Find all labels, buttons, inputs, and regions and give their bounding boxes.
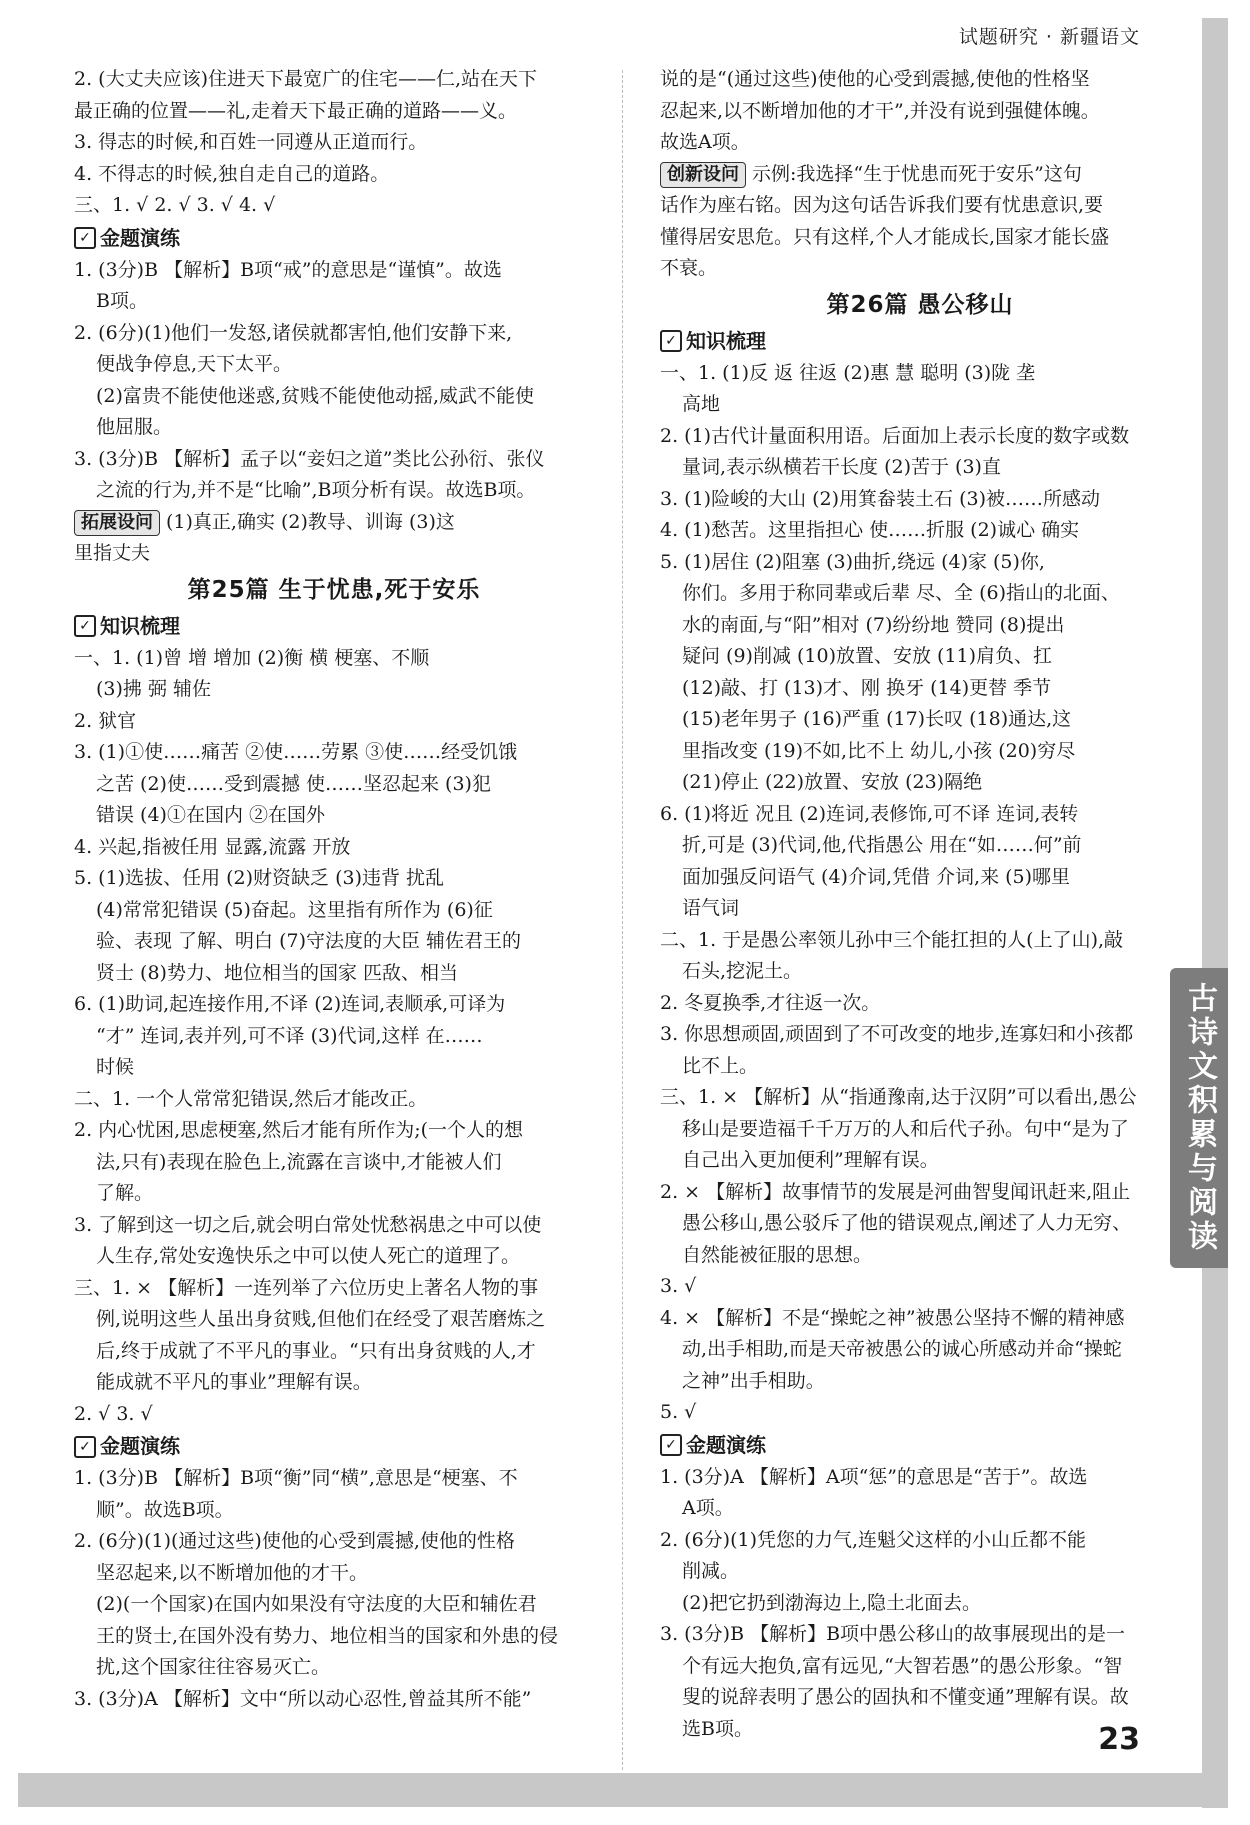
text-line: 2. × 【解析】故事情节的发展是河曲智叟闻讯赶来,阻止 [660, 1180, 1131, 1203]
text-line: 你们。多用于称同辈或后辈 尽、全 (6)指山的北面、 [682, 582, 1120, 604]
text-line: 愚公移山,愚公驳斥了他的错误观点,阐述了人力无穷、 [682, 1212, 1132, 1234]
text-line: 3. (3分)B 【解析】孟子以“妾妇之道”类比公孙衍、张仪 [74, 447, 545, 470]
column-divider [622, 70, 623, 1770]
text-line: 水的南面,与“阳”相对 (7)纷纷地 赞同 (8)提出 [682, 613, 1065, 636]
text-line: (12)敲、打 (13)才、刚 换牙 (14)更替 季节 [682, 676, 1052, 699]
text-line: 石头,挖泥土。 [682, 960, 803, 982]
text-line: 2. 冬夏换季,才往返一次。 [660, 991, 881, 1014]
text-line: 验、表现 了解、明白 (7)守法度的大臣 辅佐君王的 [96, 930, 522, 952]
text-line: 二、1. 一个人常常犯错误,然后才能改正。 [74, 1087, 428, 1110]
section-heading-label: 知识梳理 [686, 328, 766, 353]
text-line: 法,只有)表现在脸色上,流露在言谈中,才能被人们 [96, 1150, 502, 1173]
text-line: 最正确的位置——礼,走着天下最正确的道路——义。 [74, 99, 518, 122]
text-line: 3. (3分)B 【解析】B项中愚公移山的故事展现出的是一 [660, 1623, 1126, 1645]
page-edge-right [1202, 18, 1228, 1808]
page-edge-bottom [18, 1773, 1228, 1807]
text-line: 叟的说辞表明了愚公的固执和不懂变通”理解有误。故 [682, 1686, 1129, 1708]
section-heading [660, 1429, 1180, 1462]
text-line: 4. × 【解析】不是“操蛇之神”被愚公坚持不懈的精神感 [660, 1306, 1125, 1329]
text-line: 例,说明这些人虽出身贫贱,但他们在经受了艰苦磨炼之 [96, 1308, 546, 1330]
text-line: 量词,表示纵横若干长度 (2)苦于 (3)直 [682, 456, 1001, 478]
tagged-line-text: 示例:我选择“生于忧患而死于安乐”这句 [752, 162, 1082, 185]
text-line: A项。 [682, 1497, 734, 1519]
text-line: 二、1. 于是愚公率领儿孙中三个能扛担的人(上了山),敲 [660, 928, 1124, 951]
text-line: 之神”出手相助。 [682, 1369, 825, 1392]
text-line: 顺”。故选B项。 [96, 1498, 234, 1521]
check-icon: ✓ [74, 1436, 96, 1458]
text-line: 一、1. (1)曾 增 增加 (2)衡 横 梗塞、不顺 [74, 646, 430, 669]
text-line: (2)把它扔到渤海边上,隐土北面去。 [682, 1591, 981, 1614]
text-line: 6. (1)将近 况且 (2)连词,表修饰,可不译 连词,表转 [660, 802, 1079, 825]
section-heading [74, 1430, 594, 1463]
text-line: 2. (6分)(1)(通过这些)使他的心受到震撼,使他的性格 [74, 1530, 515, 1552]
section-heading-label: 金题演练 [100, 225, 180, 250]
text-line: 自己出入更加便利”理解有误。 [682, 1149, 939, 1171]
text-line: (2)富贵不能使他迷惑,贫贱不能使他动摇,威武不能使 [96, 384, 534, 407]
tagged-line [660, 159, 1180, 191]
chapter-title: 第25篇 生于忧患,死于安乐 [187, 576, 481, 603]
text-line: 3. 得志的时候,和百姓一同遵从正道而行。 [74, 131, 428, 153]
check-icon: ✓ [660, 1434, 682, 1456]
text-line: 忍起来,以不断增加他的才干”,并没有说到强健体魄。 [660, 99, 1100, 122]
text-line: 坚忍起来,以不断增加他的才干。 [96, 1561, 369, 1584]
text-line: 1. (3分)A 【解析】A项“惩”的意思是“苦于”。故选 [660, 1465, 1088, 1488]
tagged-line [74, 507, 594, 539]
text-line: 2. (6分)(1)凭您的力气,连魁父这样的小山丘都不能 [660, 1528, 1087, 1551]
text-line: 2. √ 3. √ [74, 1402, 153, 1425]
text-line: 错误 (4)①在国内 ②在国外 [96, 804, 325, 826]
text-line: 扰,这个国家往往容易灭亡。 [96, 1656, 331, 1678]
text-line: 懂得居安思危。只有这样,个人才能成长,国家才能长盛 [660, 225, 1110, 248]
text-line: 能成就不平凡的事业”理解有误。 [96, 1371, 372, 1393]
section-heading [74, 610, 594, 643]
chapter-title: 第26篇 愚公移山 [826, 291, 1014, 318]
text-line: 高地 [682, 393, 721, 415]
text-line: (2)(一个国家)在国内如果没有守法度的大臣和辅佐君 [96, 1593, 537, 1615]
text-line: B项。 [96, 290, 148, 312]
text-line: 里指改变 (19)不如,比不上 幼儿,小孩 (20)穷尽 [682, 739, 1076, 762]
check-icon: ✓ [74, 227, 96, 249]
text-line: 面加强反问语气 (4)介词,凭借 介词,来 (5)哪里 [682, 865, 1071, 888]
section-heading-label: 金题演练 [686, 1432, 766, 1457]
text-line: 5. (1)居住 (2)阻塞 (3)曲折,绕远 (4)家 (5)你, [660, 550, 1045, 573]
text-line: 折,可是 (3)代词,他,代指愚公 用在“如……何”前 [682, 834, 1082, 856]
text-line: 6. (1)助词,起连接作用,不译 (2)连词,表顺承,可译为 [74, 993, 506, 1015]
check-icon: ✓ [74, 615, 96, 637]
text-line: 3. (1)险峻的大山 (2)用箕畚装土石 (3)被……所感动 [660, 487, 1100, 510]
section-heading [660, 325, 1180, 358]
text-line: 动,出手相助,而是天帝被愚公的诚心所感动并命“操蛇 [682, 1338, 1122, 1360]
text-line: 5. (1)选拔、任用 (2)财资缺乏 (3)违背 扰乱 [74, 867, 445, 889]
text-line: 贤士 (8)势力、地位相当的国家 匹敌、相当 [96, 961, 458, 984]
text-line: 他屈服。 [96, 416, 173, 438]
text-line: 便战争停息,天下太平。 [96, 353, 293, 375]
text-line: 2. 狱官 [74, 709, 137, 732]
text-line: 疑问 (9)削减 (10)放置、安放 (11)肩负、扛 [682, 645, 1053, 667]
text-line: 4. 不得志的时候,独自走自己的道路。 [74, 162, 390, 185]
text-line: 3. (1)①使……痛苦 ②使……劳累 ③使……经受饥饿 [74, 741, 518, 763]
text-line: 语气词 [682, 897, 740, 919]
text-line: 4. (1)愁苦。这里指担心 使……折服 (2)诚心 确实 [660, 519, 1080, 541]
text-line: 三、1. × 【解析】一连列举了六位历史上著名人物的事 [74, 1276, 539, 1299]
question-tag: 创新设问 [660, 162, 746, 188]
section-heading-label: 金题演练 [100, 1434, 180, 1458]
text-line: (21)停止 (22)放置、安放 (23)隔绝 [682, 771, 983, 793]
text-line: 3. (3分)A 【解析】文中“所以动心忍性,曾益其所不能” [74, 1687, 532, 1710]
text-line: 说的是“(通过这些)使他的心受到震撼,使他的性格坚 [660, 68, 1090, 90]
text-line: 里指丈夫 [74, 542, 151, 564]
text-line: 2. 内心忧困,思虑梗塞,然后才能有所作为;(一个人的想 [74, 1119, 524, 1141]
text-line: 后,终于成就了不平凡的事业。“只有出身贫贱的人,才 [96, 1339, 536, 1362]
text-line: (3)拂 弼 辅佐 [96, 678, 211, 700]
text-line: 了解。 [96, 1182, 154, 1204]
text-line: 3. 了解到这一切之后,就会明白常处忧愁祸患之中可以使 [74, 1213, 542, 1236]
text-line: 自然能被征服的思想。 [682, 1243, 873, 1266]
right-column [660, 64, 1180, 1745]
side-tab-label: 古诗文积累与阅读 [1182, 982, 1217, 1254]
text-line: 个有远大抱负,富有远见,“大智若愚”的愚公形象。“智 [682, 1654, 1123, 1677]
text-line: 人生存,常处安逸快乐之中可以使人死亡的道理了。 [96, 1245, 521, 1267]
text-line: 削减。 [682, 1560, 740, 1582]
text-line: 话作为座右铭。因为这句话告诉我们要有忧患意识,要 [660, 194, 1104, 216]
running-header: 试题研究 · 新疆语文 [958, 26, 1140, 48]
section-heading [74, 222, 594, 255]
text-line: 选B项。 [682, 1717, 753, 1740]
text-line: “才” 连词,表并列,可不译 (3)代词,这样 在…… [96, 1024, 483, 1047]
text-line: 三、1. √ 2. √ 3. √ 4. √ [74, 194, 276, 216]
text-line: 时候 [96, 1056, 135, 1078]
text-line: 1. (3分)B 【解析】B项“衡”同“横”,意思是“梗塞、不 [74, 1467, 518, 1489]
text-line: 4. 兴起,指被任用 显露,流露 开放 [74, 835, 351, 858]
check-icon: ✓ [660, 330, 682, 352]
text-line: 5. √ [660, 1401, 697, 1423]
text-line: 三、1. × 【解析】从“指通豫南,达于汉阴”可以看出,愚公 [660, 1086, 1137, 1108]
text-line: 王的贤士,在国外没有势力、地位相当的国家和外患的侵 [96, 1624, 559, 1647]
text-line: 2. (6分)(1)他们一发怒,诸侯就都害怕,他们安静下来, [74, 321, 513, 344]
text-line: 3. √ [660, 1275, 697, 1297]
text-line: 移山是要造福千千万万的人和后代子孙。句中“是为了 [682, 1117, 1129, 1140]
text-line: (15)老年男子 (16)严重 (17)长叹 (18)通达,这 [682, 708, 1072, 730]
section-heading-label: 知识梳理 [100, 613, 180, 638]
text-line: 2. (1)古代计量面积用语。后面加上表示长度的数字或数 [660, 424, 1130, 447]
text-line: 1. (3分)B 【解析】B项“戒”的意思是“谨慎”。故选 [74, 258, 502, 281]
text-line: 不衰。 [660, 257, 718, 279]
text-line: 3. 你思想顽固,顽固到了不可改变的地步,连寡妇和小孩都 [660, 1023, 1134, 1045]
text-line: 故选A项。 [660, 131, 750, 153]
text-line: 2. (大丈夫应该)住进天下最宽广的住宅——仁,站在天下 [74, 68, 538, 90]
text-line: 之流的行为,并不是“比喻”,B项分析有误。故选B项。 [96, 479, 536, 501]
text-line: 一、1. (1)反 返 往返 (2)惠 慧 聪明 (3)陇 垄 [660, 361, 1036, 384]
text-line: 之苦 (2)使……受到震撼 使……坚忍起来 (3)犯 [96, 772, 491, 795]
page-number: 23 [1098, 1722, 1140, 1757]
text-line: 比不上。 [682, 1054, 759, 1077]
question-tag: 拓展设问 [74, 510, 160, 536]
left-column [74, 64, 594, 1715]
text-line: (4)常常犯错误 (5)奋起。这里指有所作为 (6)征 [96, 898, 493, 921]
tagged-line-text: (1)真正,确实 (2)教导、训诲 (3)这 [166, 510, 455, 533]
